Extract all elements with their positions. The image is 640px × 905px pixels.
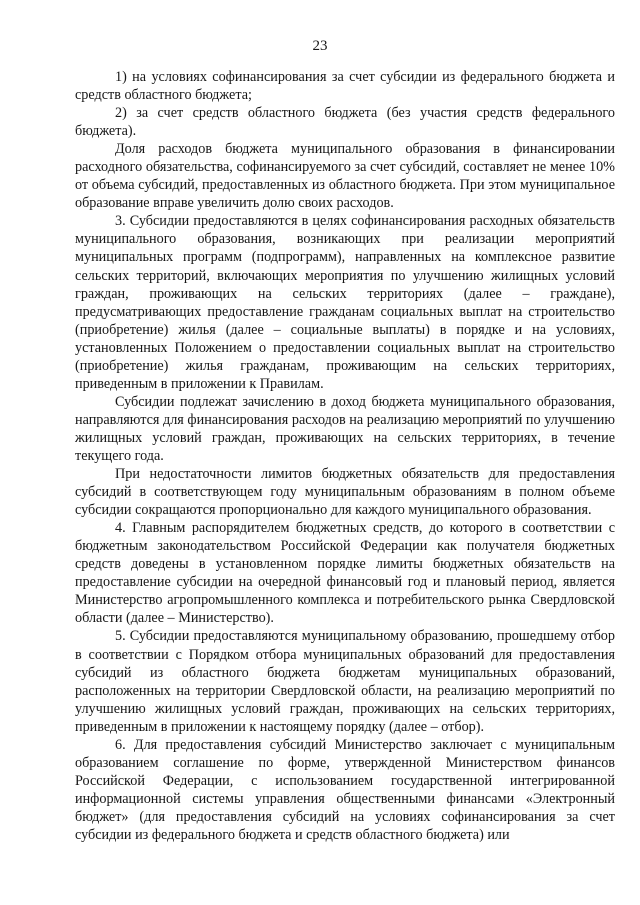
document-body [75,68,615,844]
paragraph-7: 4. Главным распорядителем бюджетных средств, до которого в соответствии с бюджетным законодательством Российской Федерации как получателя бюджетных средств доведены в установленном порядке лимиты бюджетных обязательств на предоставление субсидии на очередной финансовый год и плановый период, является Министерство агропромышленного комплекса и потребительского рынка Свердловской области (далее – Министерство). [75,520,615,627]
paragraph-1: 1) на условиях софинансирования за счет субсидии из федерального бюджета и средств областного бюджета; [75,69,615,104]
paragraph-3: Доля расходов бюджета муниципального образования в финансировании расходного обязательства, софинансируемого за счет субсидий, составляет не менее 10% от объема субсидий, предоставленных из областного бюджета. При этом муниципальное образование вправе увеличить долю своих расходов. [75,141,615,212]
paragraph-8: 5. Субсидии предоставляются муниципальному образованию, прошедшему отбор в соответствии с Порядком отбора муниципальных образований для предоставления субсидий из областного бюджета бюджетам муниципальных образований, расположенных на территории Свердловской области, на реализацию мероприятий по улучшению жилищных условий граждан, проживающих на сельских территориях, приведенным в приложении к настоящему порядку (далее – отбор). [75,628,615,735]
page-number: 23 [312,38,328,54]
paragraph-5: Субсидии подлежат зачислению в доход бюджета муниципального образования, направляются для финансирования расходов на реализацию мероприятий по улучшению жилищных условий граждан, проживающих на сельских территориях, в течение текущего года. [75,393,615,464]
paragraph-6: При недостаточности лимитов бюджетных обязательств для предоставления субсидий в соответствующем году муниципальным образованиям в полном объеме субсидии сокращаются пропорционально для каждого муниципального образования. [75,466,615,519]
paragraph-9: 6. Для предоставления субсидий Министерство заключает с муниципальным образованием соглашение по форме, утвержденной Министерством финансов Российской Федерации, с использованием государственной интегрированной информационной системы управления общественными финансами «Электронный бюджет» (для предоставления субсидий на условиях софинансирования за счет субсидии из федерального бюджета и средств областного бюджета) или [75,736,615,843]
paragraph-4: 3. Субсидии предоставляются в целях софинансирования расходных обязательств муниципального образования, возникающих при реализации мероприятий муниципальных программ (подпрограмм), направленных на комплексное развитие сельских территорий, включающих мероприятия по улучшению жилищных условий граждан, проживающих на сельских территориях (далее – граждане), предусматривающих предоставление гражданам социальных выплат на строительство (приобретение) жилья (далее – социальные выплаты) в порядке и на условиях, установленных Положением о предоставлении социальных выплат на строительство (приобретение) жилья гражданам, проживающим на сельских территориях, приведенным в приложении к Правилам. [75,213,615,392]
paragraph-2: 2) за счет средств областного бюджета (без участия средств федерального бюджета). [75,105,615,140]
